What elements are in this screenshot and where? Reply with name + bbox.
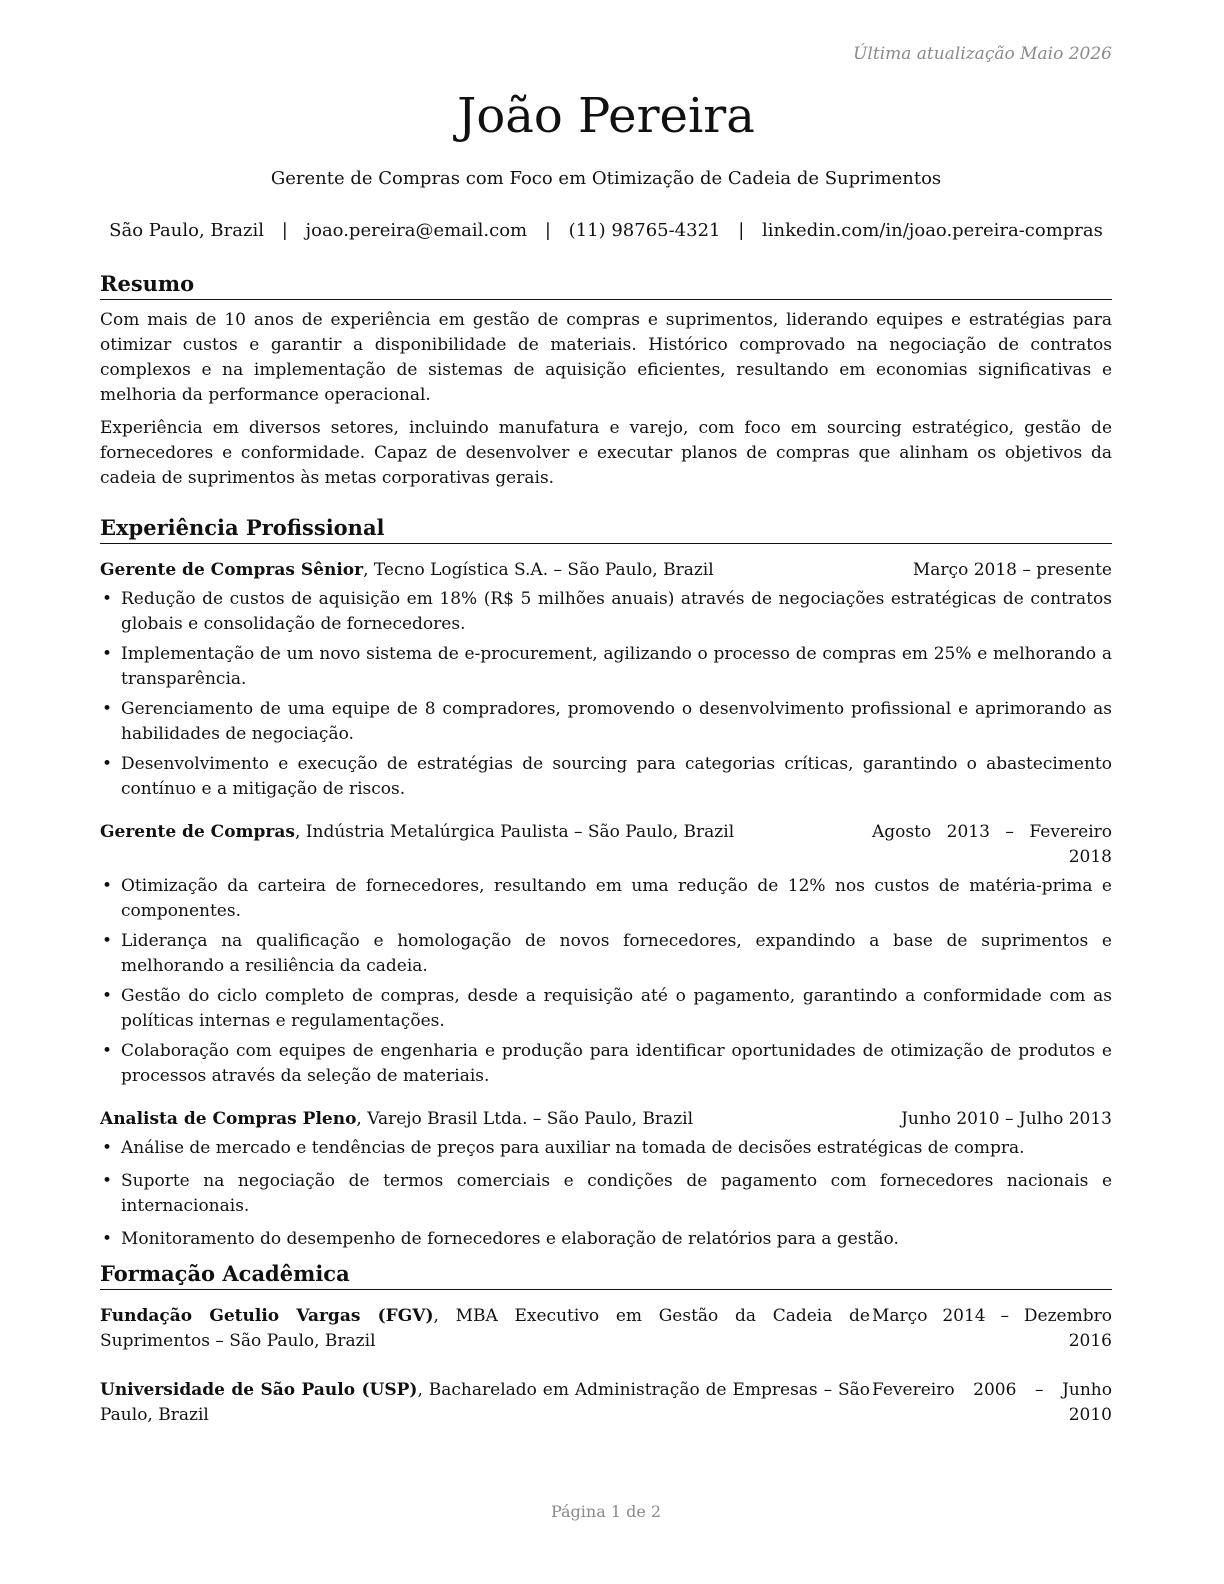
job-role: Gerente de Compras (100, 822, 295, 842)
list-item: • Análise de mercado e tendências de preços para auxiliar na tomada de decisões estratégicas de compra. (102, 1138, 1025, 1158)
job-entry (100, 1107, 1112, 1252)
education-entry (100, 1304, 1112, 1354)
job-bullets (100, 1136, 1112, 1252)
candidate-name: João Pereira (457, 88, 755, 144)
job-dates: Junho 2010 – Julho 2013 (901, 1109, 1112, 1129)
list-item: • Otimização da carteira de fornecedores, resultando em uma redução de 12% nos custos de matéria-prima e componentes. (102, 876, 1112, 921)
contact-email[interactable]: joao.pereira@email.com (305, 220, 528, 241)
last-updated: Última atualização Maio 2026 (853, 44, 1112, 64)
job-role: Gerente de Compras Sênior (100, 560, 364, 580)
list-item: • Colaboração com equipes de engenharia e produção para identificar oportunidades de otimização de produtos e processos através da seleção de materiais. (102, 1041, 1112, 1086)
list-item: • Suporte na negociação de termos comerciais e condições de pagamento com fornecedores nacionais e internacionais. (102, 1171, 1112, 1216)
education-dates: Março 2014 – Dezembro 2016 (872, 1306, 1112, 1351)
job-company: , Indústria Metalúrgica Paulista – São Paulo, Brazil (294, 822, 735, 842)
education-title: Formação Acadêmica (100, 1260, 1112, 1290)
job-entry (100, 558, 1112, 802)
education-section (100, 1260, 1112, 1428)
education-dates: Fevereiro 2006 – Junho 2010 (872, 1380, 1112, 1425)
tagline: Gerente de Compras com Foco em Otimização de Cadeia de Suprimentos (270, 168, 942, 189)
resume-page (100, 0, 1112, 1584)
summary-paragraph: Experiência em diversos setores, incluindo manufatura e varejo, com foco em sourcing estratégico, gestão de fornecedores e conformidade. Capaz de desenvolver e executar planos de compras que alinham os objetivos da cadeia de suprimentos às metas corporativas gerais. (100, 418, 1112, 488)
experience-section (100, 514, 1112, 1257)
job-bullets (100, 874, 1112, 1089)
job-bullets (100, 587, 1112, 802)
list-item: • Desenvolvimento e execução de estratégias de sourcing para categorias críticas, garantindo o abastecimento contínuo e a mitigação de riscos. (102, 754, 1112, 799)
experience-title: Experiência Profissional (100, 514, 1112, 544)
list-item: • Redução de custos de aquisição em 18% (R$ 5 milhões anuais) através de negociações estratégicas de contratos globais e consolidação de fornecedores. (102, 589, 1112, 634)
job-entry (100, 820, 1112, 1089)
job-dates: Agosto 2013 – Fevereiro 2018 (872, 822, 1112, 867)
list-item: • Liderança na qualificação e homologação de novos fornecedores, expandindo a base de suprimentos e melhorando a resiliência da cadeia. (102, 931, 1112, 976)
summary-section (100, 270, 1112, 491)
summary-paragraph: Com mais de 10 anos de experiência em gestão de compras e suprimentos, liderando equipes e estratégias para otimizar custos e garantir a disponibilidade de materiais. Histórico comprovado na negociação de contratos complexos e na implementação de sistemas de aquisição eficientes, resultando em economias significativas e melhoria da performance operacional. (100, 310, 1112, 405)
contact-location: São Paulo, Brazil (109, 220, 264, 241)
job-role: Analista de Compras Pleno (100, 1109, 357, 1129)
list-item: • Gerenciamento de uma equipe de 8 compradores, promovendo o desenvolvimento profissional e aprimorando as habilidades de negociação. (102, 699, 1112, 744)
contact-separator: | (738, 220, 745, 241)
summary-title: Resumo (100, 270, 1112, 300)
education-entry (100, 1378, 1112, 1428)
job-company: , Varejo Brasil Ltda. – São Paulo, Brazil (356, 1109, 694, 1129)
contact-phone[interactable]: (11) 98765-4321 (568, 220, 721, 241)
contact-linkedin[interactable]: linkedin.com/in/joao.pereira-compras (762, 220, 1103, 241)
contact-separator: | (281, 220, 288, 241)
education-detail: , Bacharelado em Administração de Empresas – São Paulo, Brazil (100, 1380, 870, 1425)
list-item: • Monitoramento do desempenho de fornecedores e elaboração de relatórios para a gestão. (102, 1229, 899, 1249)
education-detail: , MBA Executivo em Gestão da Cadeia de Suprimentos – São Paulo, Brazil (100, 1306, 870, 1351)
contact-line (100, 220, 1112, 241)
contact-separator: | (544, 220, 551, 241)
job-company: , Tecno Logística S.A. – São Paulo, Brazil (363, 560, 714, 580)
education-institution: Universidade de São Paulo (USP) (100, 1380, 418, 1400)
list-item: • Gestão do ciclo completo de compras, desde a requisição até o pagamento, garantindo a conformidade com as políticas internas e regulamentações. (102, 986, 1112, 1031)
list-item: • Implementação de um novo sistema de e-procurement, agilizando o processo de compras em 25% e melhorando a transparência. (102, 644, 1112, 689)
page-indicator: Página 1 de 2 (550, 1502, 662, 1521)
job-dates: Março 2018 – presente (912, 560, 1112, 580)
education-institution: Fundação Getulio Vargas (FGV) (100, 1306, 434, 1326)
